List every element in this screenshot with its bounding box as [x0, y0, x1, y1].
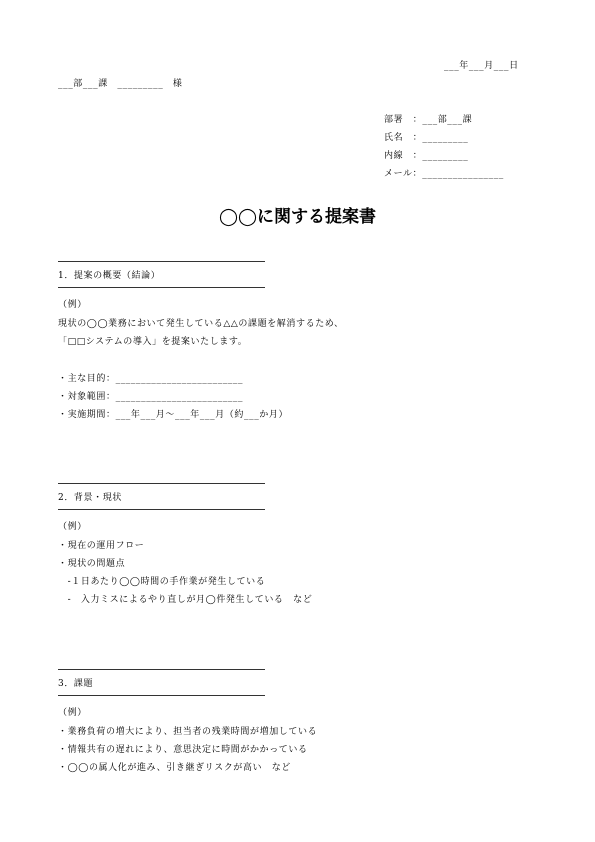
section-1-heading: 1．提案の概要（結論） [58, 271, 161, 281]
section-3-line: ・業務負荷の増大により、担当者の残業時間が増加している [58, 727, 318, 737]
section-2-line: ・現状の問題点 [58, 559, 126, 569]
section-2-line: ・現在の運用フロー [58, 541, 145, 551]
section-2-line: - 入力ミスによるやり直しが月◯件発生している など [58, 595, 313, 605]
section-1-line: ・実施期間：___年___月～___年___月（約___か月） [58, 410, 289, 420]
section-1-line: （例） [58, 300, 87, 310]
section-rule [58, 287, 265, 288]
section-2-heading: 2．背景・現状 [58, 493, 122, 503]
section-rule [58, 483, 265, 484]
section-rule [58, 261, 265, 262]
section-2-line: -１日あたり◯◯時間の手作業が発生している [58, 577, 266, 587]
section-1-line: ・主な目的：_________________________ [58, 374, 244, 384]
section-2-line: （例） [58, 522, 87, 532]
section-3-line: ・情報共有の遅れにより、意思決定に時間がかかっている [58, 745, 308, 755]
section-rule [58, 509, 265, 510]
document-title: ◯◯に関する提案書 [218, 207, 377, 227]
sender-extension: 内線 ：_________ [384, 151, 469, 161]
section-3-line: ・◯◯の属人化が進み、引き継ぎリスクが高い など [58, 763, 291, 773]
section-1-line: ・対象範囲：_________________________ [58, 392, 244, 402]
addressee-line: ___部___課 _________ 様 [58, 79, 183, 89]
section-rule [58, 669, 265, 670]
sender-email: メール：________________ [384, 169, 504, 179]
sender-dept: 部署 ：___部___課 [384, 115, 473, 125]
section-rule [58, 695, 265, 696]
sender-name: 氏名 ：_________ [384, 133, 469, 143]
section-3-line: （例） [58, 708, 87, 718]
section-1-line: 現状の◯◯業務において発生している△△の課題を解消するため、 [58, 319, 344, 329]
date-line: ___年___月___日 [444, 61, 519, 71]
section-3-heading: 3．課題 [58, 679, 94, 689]
section-1-line: 「□□システムの導入」を提案いたします。 [58, 337, 248, 347]
